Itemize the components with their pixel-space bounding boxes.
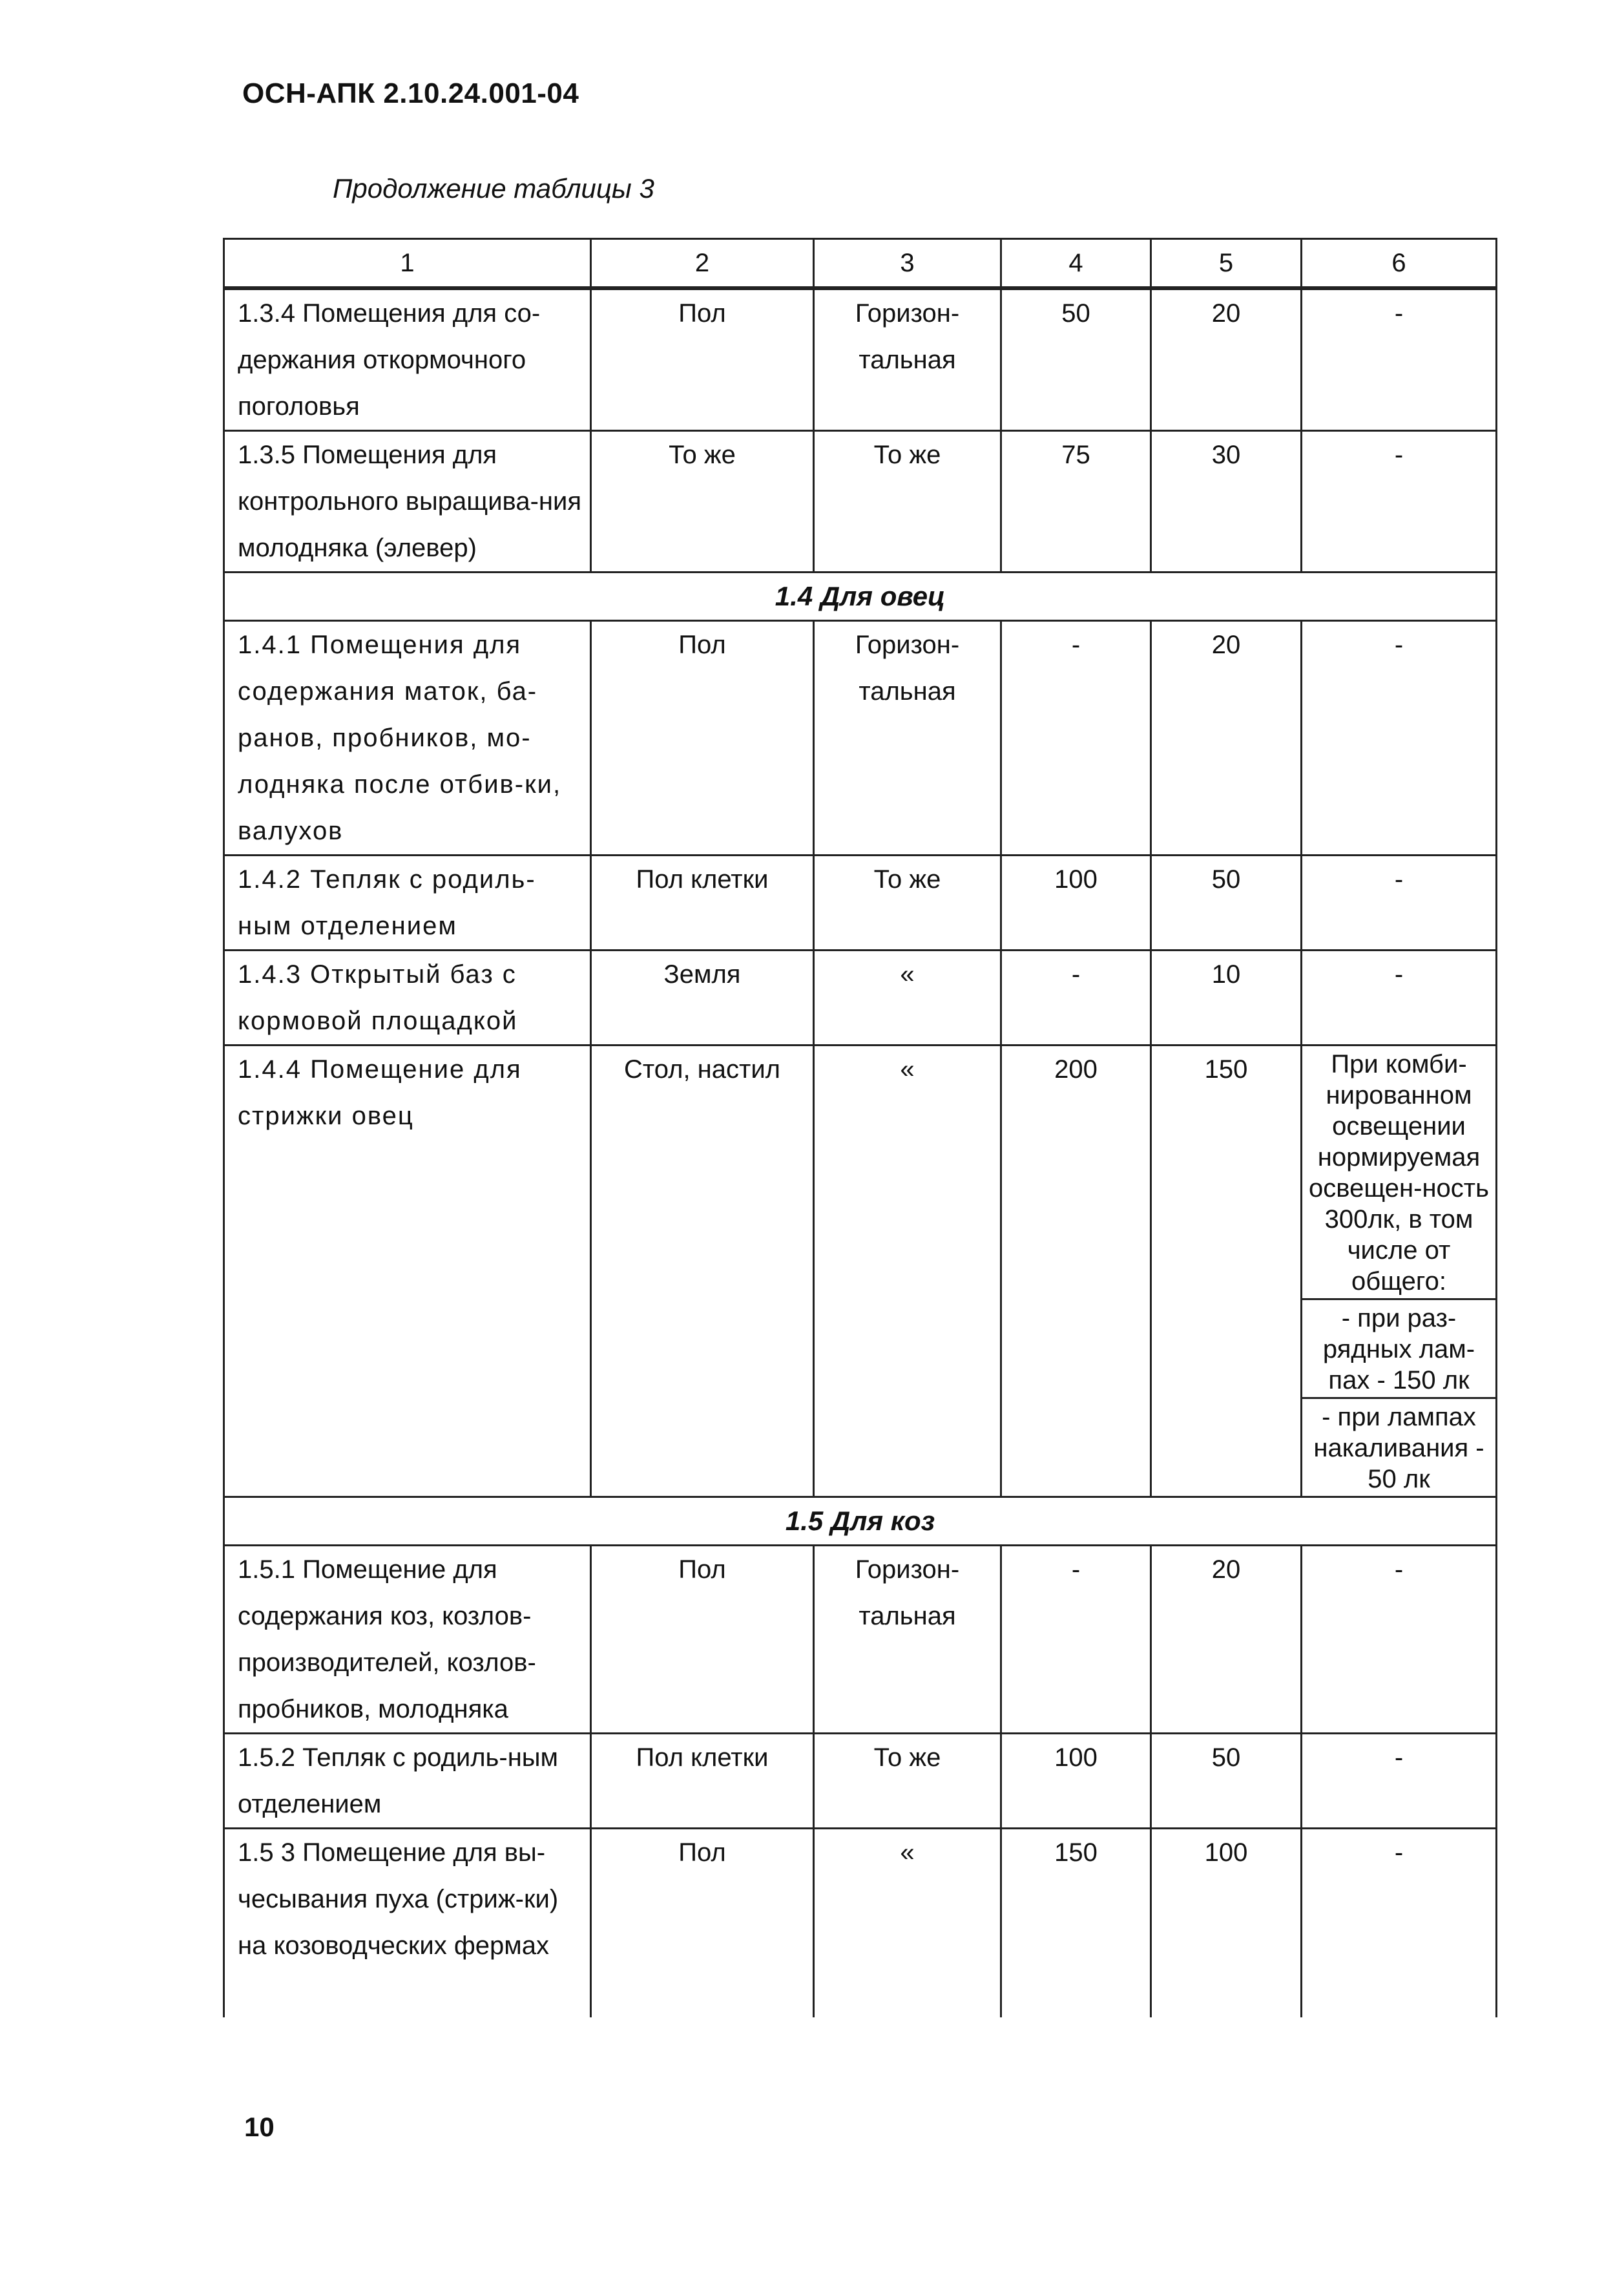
table-row — [224, 951, 1497, 1046]
plane-cell: Горизон-тальная — [814, 621, 1001, 856]
note-cell — [1302, 1046, 1497, 1497]
room-name-cell: 1.3.4 Помещения для со-держания откормочного поголовья — [224, 288, 591, 431]
room-name-cell: 1.5 3 Помещение для вы-чесывания пуха (стриж-ки) на козоводческих фермах — [224, 1829, 591, 2017]
table-row — [224, 1546, 1497, 1734]
column-header: 3 — [814, 239, 1001, 289]
section-title: 1.4 Для овец — [224, 573, 1497, 621]
note-incandescent-lamps: - при лампах накаливания - 50 лк — [1302, 1397, 1495, 1496]
room-name-cell: 1.3.5 Помещения для контрольного выращива-ния молодняка (элевер) — [224, 431, 591, 573]
table-continuation-caption: Продолжение таблицы 3 — [333, 173, 654, 204]
note-discharge-lamps: - при раз-рядных лам-пах - 150 лк — [1302, 1298, 1495, 1397]
surface-cell: Пол — [591, 1829, 814, 2017]
plane-cell: То же — [814, 431, 1001, 573]
value-cell: 20 — [1151, 1546, 1302, 1734]
table-row — [224, 621, 1497, 856]
surface-cell: Земля — [591, 951, 814, 1046]
value-cell: - — [1001, 1546, 1151, 1734]
note-cell: - — [1302, 431, 1497, 573]
table-header-row — [224, 239, 1497, 289]
note-cell: - — [1302, 1546, 1497, 1734]
surface-cell: Пол клетки — [591, 1734, 814, 1829]
value-cell: 150 — [1001, 1829, 1151, 2017]
table-row — [224, 1734, 1497, 1829]
room-name-cell: 1.4.2 Тепляк с родиль-ным отделением — [224, 856, 591, 951]
value-cell: 150 — [1151, 1046, 1302, 1497]
value-cell: 100 — [1001, 856, 1151, 951]
column-header: 2 — [591, 239, 814, 289]
value-cell: 30 — [1151, 431, 1302, 573]
plane-cell: То же — [814, 856, 1001, 951]
value-cell: 50 — [1151, 1734, 1302, 1829]
column-header: 6 — [1302, 239, 1497, 289]
note-cell: - — [1302, 1829, 1497, 2017]
value-cell: - — [1001, 951, 1151, 1046]
plane-cell: « — [814, 1829, 1001, 2017]
column-header: 1 — [224, 239, 591, 289]
note-cell: - — [1302, 951, 1497, 1046]
table-row — [224, 288, 1497, 431]
plane-cell: Горизон-тальная — [814, 288, 1001, 431]
value-cell: 20 — [1151, 621, 1302, 856]
column-header: 4 — [1001, 239, 1151, 289]
room-name-cell: 1.5.1 Помещение для содержания коз, козлов-производителей, козлов-пробников, молодняка — [224, 1546, 591, 1734]
value-cell: 75 — [1001, 431, 1151, 573]
note-cell: - — [1302, 288, 1497, 431]
surface-cell: Пол — [591, 621, 814, 856]
section-title: 1.5 Для коз — [224, 1497, 1497, 1546]
illumination-norms-table — [223, 238, 1497, 2017]
table-row — [224, 856, 1497, 951]
value-cell: 200 — [1001, 1046, 1151, 1497]
value-cell: 50 — [1151, 856, 1302, 951]
room-name-cell: 1.4.1 Помещения для содержания маток, ба-ранов, пробников, мо-лодняка после отбив-ки, валухов — [224, 621, 591, 856]
plane-cell: То же — [814, 1734, 1001, 1829]
note-cell: - — [1302, 1734, 1497, 1829]
note-combined-lighting: При комби-нированном освещении нормируемая освещен-ность 300лк, в том числе от общего: — [1309, 1050, 1489, 1296]
plane-cell: « — [814, 1046, 1001, 1497]
surface-cell: Пол — [591, 288, 814, 431]
document-code: ОСН-АПК 2.10.24.001-04 — [242, 78, 579, 109]
page-number: 10 — [244, 2112, 275, 2142]
table-row — [224, 431, 1497, 573]
note-cell: - — [1302, 856, 1497, 951]
surface-cell: То же — [591, 431, 814, 573]
section-row — [224, 1497, 1497, 1546]
surface-cell: Пол — [591, 1546, 814, 1734]
value-cell: 50 — [1001, 288, 1151, 431]
plane-cell: Горизон-тальная — [814, 1546, 1001, 1734]
value-cell: 100 — [1001, 1734, 1151, 1829]
room-name-cell: 1.4.4 Помещение для стрижки овец — [224, 1046, 591, 1497]
room-name-cell: 1.5.2 Тепляк с родиль-ным отделением — [224, 1734, 591, 1829]
column-header: 5 — [1151, 239, 1302, 289]
surface-cell: Пол клетки — [591, 856, 814, 951]
value-cell: - — [1001, 621, 1151, 856]
room-name-cell: 1.4.3 Открытый баз с кормовой площадкой — [224, 951, 591, 1046]
surface-cell: Стол, настил — [591, 1046, 814, 1497]
value-cell: 20 — [1151, 288, 1302, 431]
section-row — [224, 573, 1497, 621]
value-cell: 100 — [1151, 1829, 1302, 2017]
plane-cell: « — [814, 951, 1001, 1046]
note-cell: - — [1302, 621, 1497, 856]
table-row — [224, 1046, 1497, 1497]
table-row — [224, 1829, 1497, 2017]
value-cell: 10 — [1151, 951, 1302, 1046]
